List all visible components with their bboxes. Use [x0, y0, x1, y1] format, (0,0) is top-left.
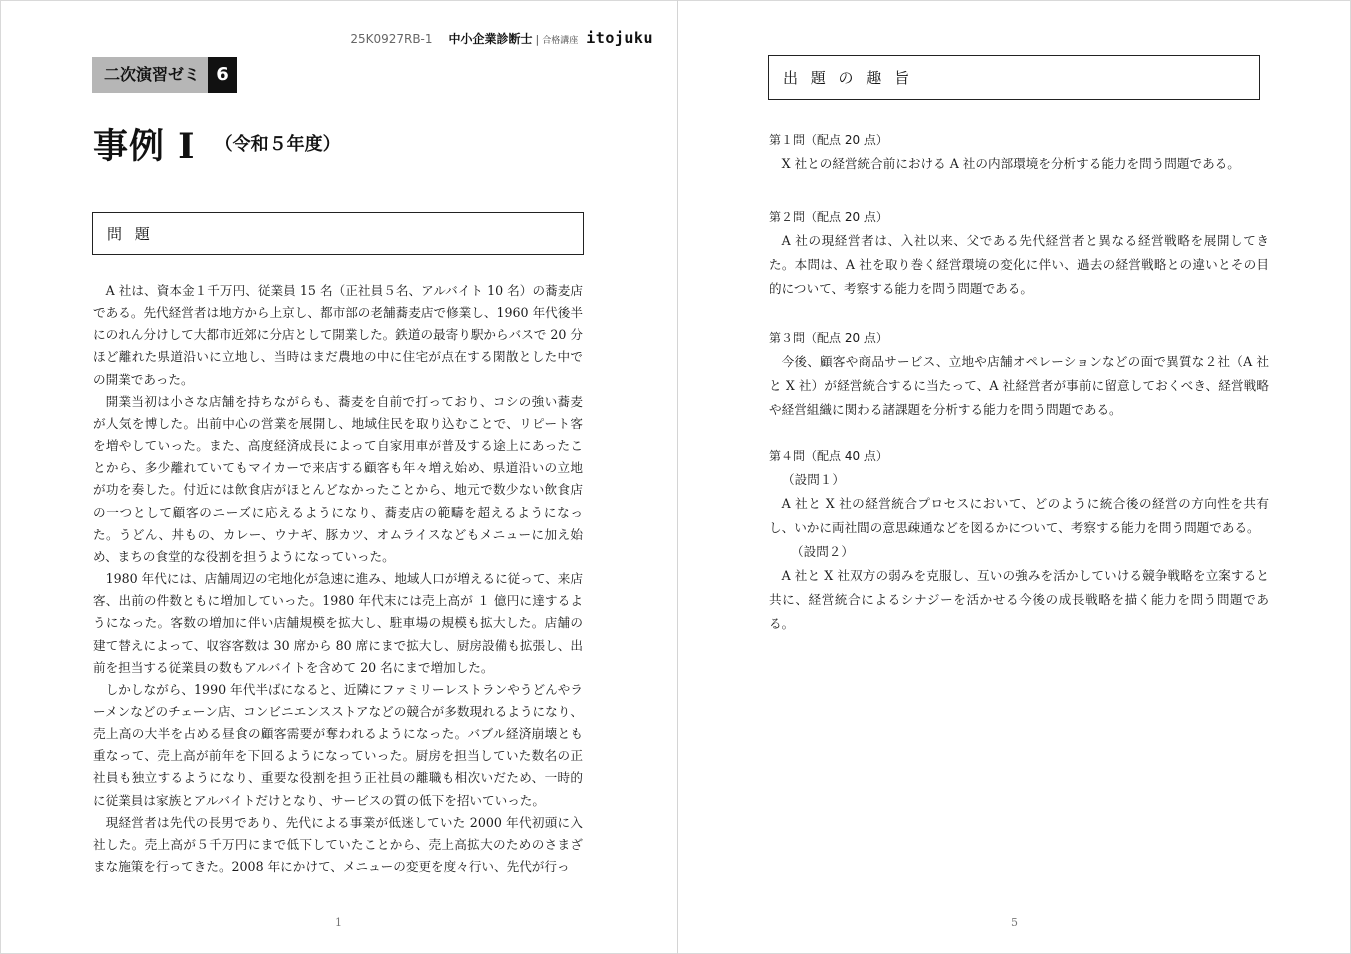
page-number: 1: [335, 916, 342, 929]
subquestion-2-body: A 社と X 社双方の弱みを克服し、互いの強みを活かしていける競争戦略を立案すると共に、経営統合によるシナジーを活かせる今後の成長戦略を描く能力を問う問題である。: [769, 568, 1269, 631]
document-code: 25K0927RB-1: [350, 32, 433, 46]
subquestion-1-label: （設問１）: [782, 472, 845, 487]
case-title-year: （令和５年度）: [214, 134, 341, 155]
header-separator: |: [535, 33, 540, 46]
seminar-number: 6: [208, 57, 237, 93]
question-title: 第２問（配点 20 点）: [769, 210, 888, 224]
right-page: [678, 1, 1350, 953]
paragraph: 現経営者は先代の長男であり、先代による事業が低迷していた 2000 年代初頭に入社した。売上高が５千万円にまで低下していたことから、売上高拡大のためのさまざまな施策を行ってきた。2008 年にかけて、メニューの変更を度々行い、先代が行っ: [93, 814, 583, 875]
question-title: 第３問（配点 20 点）: [769, 331, 888, 345]
question-4: [769, 444, 1269, 636]
question-body: A 社の現経営者は、入社以来、父である先代経営者と異なる経営戦略を展開してきた。本問は、A 社を取り巻く経営環境の変化に伴い、過去の経営戦略との違いとその目的について、考察する能力を問う問題である。: [769, 233, 1269, 296]
page-number: 5: [1011, 916, 1018, 929]
question-title: 第１問（配点 20 点）: [769, 133, 888, 147]
paragraph: 開業当初は小さな店舗を持ちながらも、蕎麦を自前で打っており、コシの強い蕎麦が人気を博した。出前中心の営業を展開し、地域住民を取り込むことで、リピート客を増やしていった。また、高度経済成長によって自家用車が普及する途上にあったことから、多少離れていてもマイカーで来店する顧客も年々増え始め、県道沿いの立地が功を奏した。付近には飲食店がほとんどなかったことから、地元で数少ない飲食店の一つとして顧客のニーズに応えるようになり、蕎麦店の範疇を超えるようになった。うどん、丼もの、カレー、ウナギ、豚カツ、オムライスなどもメニューに加え始め、まちの食堂的な役割を担うようになっていった。: [93, 393, 583, 564]
subquestion-1-body: A 社と X 社の経営統合プロセスにおいて、どのように統合後の経営の方向性を共有し、いかに両社間の意思疎通などを図るかについて、考察する能力を問う問題である。: [769, 496, 1269, 535]
question-1: [769, 128, 1269, 176]
paragraph: しかしながら、1990 年代半ばになると、近隣にファミリーレストランやうどんやラーメンなどのチェーン店、コンビニエンスストアなどの競合が多数現れるようになり、売上高の大半を占める昼食の顧客需要が奪われるようになった。バブル経済崩壊とも重なって、売上高が前年を下回るようになっていった。厨房を担当していた数名の正社員も独立するようになり、重要な役割を担う正社員の離職も相次いだため、一時的に従業員は家族とアルバイトだけとなり、サービスの質の低下を招いていった。: [93, 681, 583, 808]
seminar-label: 二次演習ゼミ: [92, 57, 208, 93]
case-title-main: 事例 I: [93, 126, 196, 167]
case-title: [93, 119, 341, 169]
question-body: 今後、顧客や商品サービス、立地や店舗オペレーションなどの面で異質な２社（A 社と X 社）が経営統合するに当たって、A 社経営者が事前に留意しておくべき、経営戦略や経営組織に関わる諸課題を分析する能力を問う問題である。: [769, 354, 1269, 417]
case-body-text: [93, 280, 583, 878]
question-2: [769, 205, 1269, 301]
page-header: [350, 29, 653, 47]
subquestion-2-label: （設問２）: [791, 544, 854, 559]
section-heading-problem: 問 題: [92, 212, 584, 255]
question-3: [769, 326, 1269, 422]
section-heading-intent: 出 題 の 趣 旨: [768, 55, 1260, 100]
course-label: 合格講座: [542, 36, 579, 46]
seminar-tag: [92, 57, 237, 93]
brand-name: 中小企業診断士: [448, 32, 533, 46]
question-title: 第４問（配点 40 点）: [769, 449, 888, 463]
left-page: [1, 1, 677, 953]
itojuku-logo: itojuku: [586, 29, 653, 47]
paragraph: 1980 年代には、店舗周辺の宅地化が急速に進み、地域人口が増えるに従って、来店客、出前の件数ともに増加していった。1980 年代末には売上高が １ 億円に達するようになった。客数の増加に伴い店舗規模を拡大し、駐車場の規模も拡大した。店舗の建て替えによって、収容客数は 30 席から 80 席にまで拡大し、厨房設備も拡張し、出前を担当する従業員の数もアルバイトを含めて 20 名にまで増加した。: [93, 571, 583, 675]
question-body: X 社との経営統合前における A 社の内部環境を分析する能力を問う問題である。: [781, 156, 1240, 171]
paragraph: A 社は、資本金１千万円、従業員 15 名（正社員５名、アルバイト 10 名）の蕎麦店である。先代経営者は地方から上京し、都市部の老舗蕎麦店で修業し、1960 年代後半にのれん分けして大都市近郊に分店として開業した。鉄道の最寄り駅からバスで 20 分ほど離れた県道沿いに立地し、当時はまだ農地の中に住宅が点在する閑散とした中での開業であった。: [93, 283, 584, 387]
